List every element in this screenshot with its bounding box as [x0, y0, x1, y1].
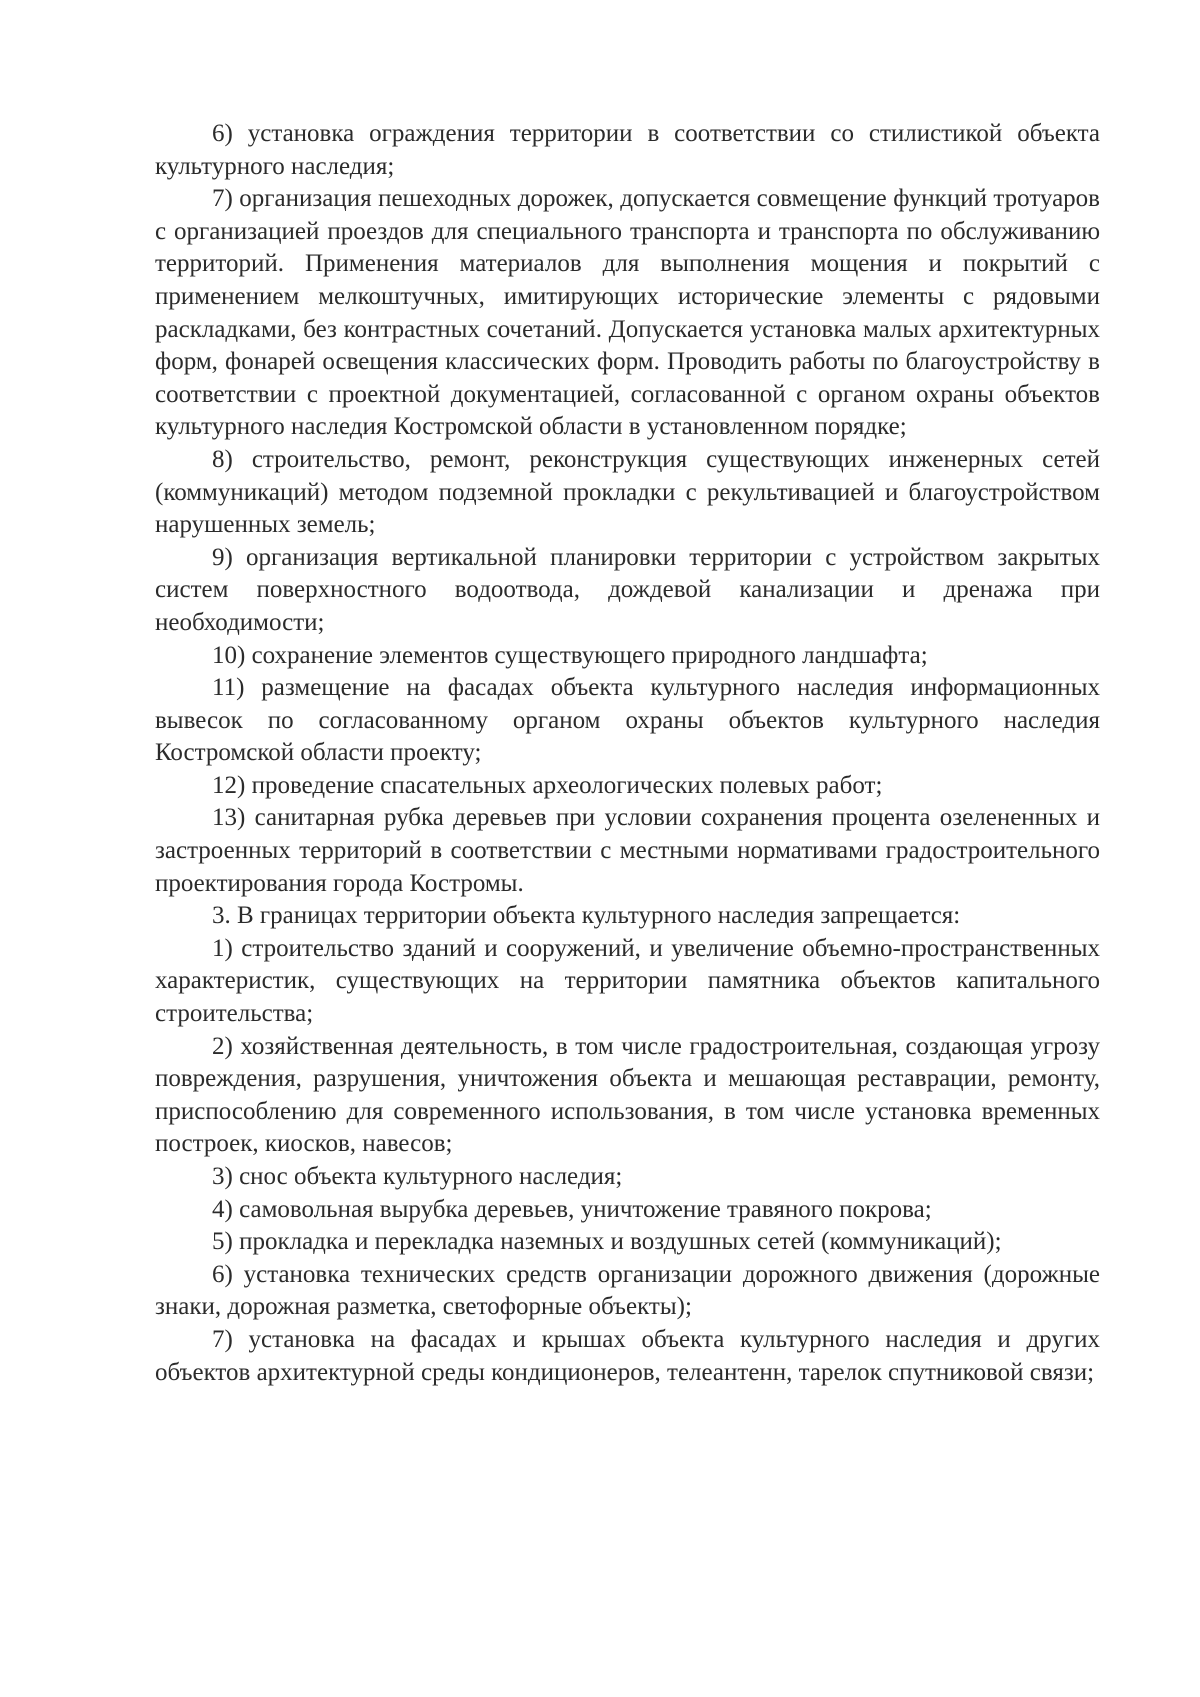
paragraph-item-9-vertical-planning: 9) организация вертикальной планировки территории с устройством закрытых систем поверхностного водоотвода, дождевой канализации и дренажа при необходимости; — [155, 543, 1100, 636]
paragraph-item-12-archaeology: 12) проведение спасательных археологических полевых работ; — [212, 771, 883, 799]
prohibition-item-2-economic-activity: 2) хозяйственная деятельность, в том числе градостроительная, создающая угрозу повреждения, разрушения, уничтожения объекта и мешающая реставрации, ремонту, приспособлению для современного использования, в том числе установка временных построек, киосков, навесов; — [155, 1032, 1100, 1158]
prohibition-item-3-demolition: 3) снос объекта культурного наследия; — [212, 1163, 623, 1190]
paragraph-item-10-landscape: 10) сохранение элементов существующего природного ландшафта; — [212, 641, 928, 669]
prohibition-item-4-tree-cutting: 4) самовольная вырубка деревьев, уничтожение травяного покрова; — [212, 1195, 932, 1223]
prohibition-item-6-traffic-devices: 6) установка технических средств организации дорожного движения (дорожные знаки, дорожная разметка, светофорные объекты); — [155, 1260, 1100, 1321]
section-heading-prohibitions: 3. В границах территории объекта культурного наследия запрещается: — [212, 902, 961, 930]
prohibition-item-5-networks: 5) прокладка и перекладка наземных и воздушных сетей (коммуникаций); — [212, 1228, 1002, 1256]
paragraph-item-7-pedestrian-paths: 7) организация пешеходных дорожек, допускается совмещение функций тротуаров с организацией проездов для специального транспорта и транспорта по обслуживанию территорий. Применения материалов для выполнения мощения и покрытий с применением мелкоштучных, имитирующих исторические элементы с рядовыми раскладками, без контрастных сочетаний. Допускается установка малых архитектурных форм, фонарей освещения классических форм. Проводить работы по благоустройству в соответствии с проектной документацией, согласованной с органом охраны объектов культурного наследия Костромской области в установленном порядке; — [155, 185, 1100, 441]
paragraph-item-6-fencing: 6) установка ограждения территории в соответствии со стилистикой объекта культурного наследия; — [155, 120, 1100, 180]
prohibition-item-7-facade-equipment: 7) установка на фасадах и крышах объекта культурного наследия и других объектов архитектурной среды кондиционеров, телеантенн, тарелок спутниковой связи; — [155, 1325, 1100, 1386]
paragraph-item-13-sanitary-felling: 13) санитарная рубка деревьев при условии сохранения процента озелененных и застроенных территорий в соответствии с местными нормативами градостроительного проектирования города Костромы. — [155, 804, 1100, 897]
paragraph-item-8-engineering-networks: 8) строительство, ремонт, реконструкция существующих инженерных сетей (коммуникаций) методом подземной прокладки с рекультивацией и благоустройством нарушенных земель; — [155, 445, 1100, 539]
prohibition-item-1-construction: 1) строительство зданий и сооружений, и увеличение объемно-пространственных характеристик, существующих на территории памятника объектов капитального строительства; — [155, 934, 1100, 1028]
document-body — [155, 118, 1100, 1389]
paragraph-item-11-signage: 11) размещение на фасадах объекта культурного наследия информационных вывесок по согласованному органом охраны объектов культурного наследия Костромской области проекту; — [155, 674, 1100, 767]
